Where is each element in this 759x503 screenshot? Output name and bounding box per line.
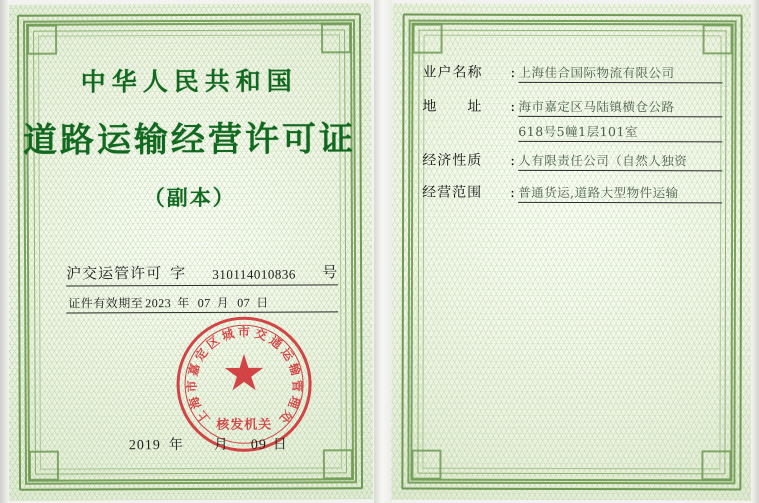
corner-motif-top-left xyxy=(27,25,57,55)
issue-date-year-value: 2019 xyxy=(128,438,161,454)
scan-edge-right xyxy=(751,0,759,503)
validity-month-value: 07 xyxy=(197,295,211,310)
field-business-name-label: 业户名称 xyxy=(422,64,483,81)
corner-motif-bottom-right xyxy=(323,449,353,479)
issue-date-year-unit: 年 xyxy=(168,437,184,454)
issue-date-day-unit: 日 xyxy=(272,436,288,453)
field-business-scope-colon: : xyxy=(510,184,515,201)
corner-motif-bottom-left xyxy=(29,451,59,481)
field-business-scope xyxy=(422,182,722,204)
validity-year-unit: 年 xyxy=(177,296,190,311)
field-address-value: 海市嘉定区马陆镇横仓公路 xyxy=(518,97,722,118)
license-prefix-label: 沪交运管许可 xyxy=(66,264,163,283)
field-address-label: 地 址 xyxy=(422,98,483,115)
field-economic-nature-value: 人有限责任公司（自然人独资 xyxy=(518,151,722,172)
official-red-seal xyxy=(176,316,312,452)
field-economic-nature-label: 经济性质 xyxy=(422,152,483,169)
validity-prefix-label: 证件有效期至 xyxy=(68,296,144,311)
scan-edge-left xyxy=(0,0,9,503)
field-economic-nature xyxy=(422,150,722,172)
title-country: 中华人民共和国 xyxy=(80,66,298,97)
license-hao-label: 号 xyxy=(322,263,339,282)
corner-motif-right-bottom-right xyxy=(701,450,731,480)
field-address xyxy=(422,96,722,118)
seal-arc-text: 上 海 市 嘉 定 区 城 市 交 通 运 输 管 理 处 xyxy=(184,324,304,426)
license-number-value: 310114010836 xyxy=(212,266,296,282)
field-business-scope-label: 经营范围 xyxy=(422,184,483,201)
field-address-colon: : xyxy=(510,98,516,115)
validity-row xyxy=(68,293,336,311)
field-business-name-value: 上海佳合国际物流有限公司 xyxy=(518,63,722,84)
certificate-right-page xyxy=(391,4,752,501)
validity-month-unit: 月 xyxy=(216,295,230,310)
issue-date-row xyxy=(129,433,329,454)
validity-year-value: 2023 xyxy=(145,296,172,311)
issue-date-month-unit: 月 xyxy=(213,436,229,453)
corner-motif-right-top-right xyxy=(703,24,733,54)
license-number-row xyxy=(66,261,338,283)
certificate-left-page xyxy=(7,3,373,501)
title-subtitle-copy: （副本） xyxy=(143,184,236,211)
field-address-value-line2: 618号5幢1层101室 xyxy=(518,122,722,143)
title-main: 道路运输经营许可证 xyxy=(22,119,357,161)
field-business-scope-value: 普通货运,道路大型物件运输 xyxy=(518,183,722,204)
corner-motif-top-right xyxy=(321,23,351,53)
field-business-name-colon: : xyxy=(510,64,516,81)
page-fold-gap xyxy=(374,0,392,503)
issue-date-day-value: 09 xyxy=(250,437,267,453)
field-economic-nature-colon: : xyxy=(510,152,515,169)
corner-motif-right-bottom-left xyxy=(411,450,441,480)
license-zi-label: 字 xyxy=(170,264,187,283)
validity-day-unit: 日 xyxy=(256,295,269,310)
validity-day-value: 07 xyxy=(237,295,251,310)
corner-motif-right-top-left xyxy=(413,24,443,54)
seal-bottom-text: 核发机关 xyxy=(216,417,273,433)
field-business-name xyxy=(422,62,722,84)
